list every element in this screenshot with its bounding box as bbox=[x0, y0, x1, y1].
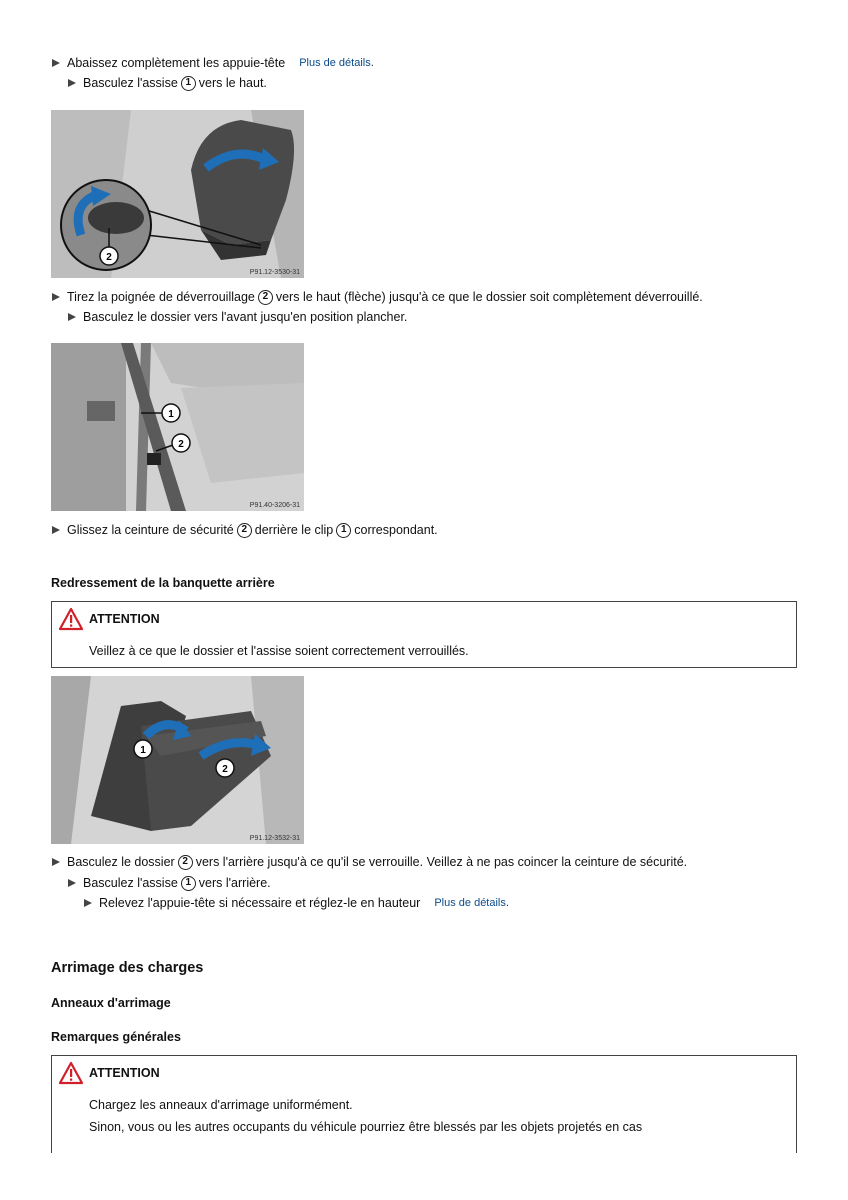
seat-illustration bbox=[51, 110, 304, 278]
warning-text: Veillez à ce que le dossier et l'assise soient correctement verrouillés. bbox=[89, 644, 469, 658]
step-text: Basculez le dossier bbox=[67, 855, 175, 869]
warning-box bbox=[51, 1055, 797, 1153]
bullet-arrow-icon bbox=[52, 59, 60, 67]
figure-seat-belt-clip bbox=[51, 343, 304, 511]
step-text: Basculez le dossier vers l'avant jusqu'en position plancher. bbox=[83, 310, 408, 324]
warning-title: ATTENTION bbox=[89, 1066, 160, 1080]
marker-2: 2 bbox=[178, 855, 193, 870]
step-text: derrière le clip bbox=[254, 523, 334, 537]
step-text: vers l'arrière. bbox=[198, 876, 271, 890]
marker-2: 2 bbox=[237, 523, 252, 538]
step-text: Glissez la ceinture de sécurité bbox=[67, 523, 234, 537]
step-tilt-seat-back bbox=[68, 875, 271, 891]
warning-box bbox=[51, 601, 797, 668]
svg-text:2: 2 bbox=[222, 764, 228, 775]
bullet-arrow-icon bbox=[52, 526, 60, 534]
subsection-heading-remarques: Remarques générales bbox=[51, 1030, 181, 1044]
section-heading-arrimage: Arrimage des charges bbox=[51, 960, 204, 976]
step-text: Abaissez complètement les appuie-tête bbox=[67, 56, 286, 70]
step-tilt-backrest-back bbox=[52, 854, 687, 870]
step-slide-seat-belt bbox=[52, 522, 438, 538]
marker-1: 1 bbox=[336, 523, 351, 538]
step-text: correspondant. bbox=[354, 523, 438, 537]
section-heading-redressement: Redressement de la banquette arrière bbox=[51, 576, 275, 590]
figure-fold-back bbox=[51, 676, 304, 844]
marker-2: 2 bbox=[258, 290, 273, 305]
bullet-arrow-icon bbox=[52, 293, 60, 301]
bullet-arrow-icon bbox=[68, 313, 76, 321]
more-details-link[interactable]: Plus de détails bbox=[299, 57, 371, 69]
subsection-heading-anneaux: Anneaux d'arrimage bbox=[51, 996, 171, 1010]
warning-triangle-icon bbox=[58, 1061, 84, 1088]
step-text: vers le haut (flèche) jusqu'à ce que le dossier soit complètement déverrouillé. bbox=[275, 290, 703, 304]
svg-text:2: 2 bbox=[178, 439, 184, 450]
figure-unlock-handle bbox=[51, 110, 304, 278]
step-text: Basculez l'assise bbox=[83, 76, 178, 90]
warning-text: Chargez les anneaux d'arrimage uniformément. bbox=[89, 1098, 353, 1112]
bullet-arrow-icon bbox=[52, 858, 60, 866]
marker-1: 1 bbox=[181, 876, 196, 891]
step-text: Tirez la poignée de déverrouillage bbox=[67, 290, 255, 304]
figure-caption: P91.12-3530-31 bbox=[249, 269, 300, 276]
step-text: vers l'arrière jusqu'à ce qu'il se verrouille. Veillez à ne pas coincer la ceinture de sécurité. bbox=[195, 855, 688, 869]
step-fold-backrest-forward bbox=[68, 309, 407, 325]
bullet-arrow-icon bbox=[84, 899, 92, 907]
step-pull-unlock-handle bbox=[52, 289, 703, 305]
fold-back-illustration bbox=[51, 676, 304, 844]
warning-text: Sinon, vous ou les autres occupants du véhicule pourriez être blessés par les objets projetés en cas bbox=[89, 1120, 643, 1134]
warning-title: ATTENTION bbox=[89, 612, 160, 626]
step-text: vers le haut. bbox=[198, 76, 267, 90]
svg-text:1: 1 bbox=[140, 745, 146, 756]
svg-text:2: 2 bbox=[106, 252, 112, 263]
figure-caption: P91.12-3532-31 bbox=[249, 835, 300, 842]
step-text: Relevez l'appuie-tête si nécessaire et réglez-le en hauteur bbox=[99, 896, 421, 910]
step-tilt-seat-up bbox=[68, 75, 267, 91]
bullet-arrow-icon bbox=[68, 79, 76, 87]
step-text: Basculez l'assise bbox=[83, 876, 178, 890]
marker-1: 1 bbox=[181, 76, 196, 91]
step-raise-headrest bbox=[84, 895, 509, 911]
more-details-link[interactable]: Plus de détails bbox=[434, 897, 506, 909]
belt-illustration bbox=[51, 343, 304, 511]
period: . bbox=[505, 897, 509, 909]
svg-text:1: 1 bbox=[168, 409, 174, 420]
bullet-arrow-icon bbox=[68, 879, 76, 887]
period: . bbox=[370, 57, 374, 69]
figure-caption: P91.40-3206-31 bbox=[249, 502, 300, 509]
warning-triangle-icon bbox=[58, 607, 84, 634]
step-lower-headrests bbox=[52, 55, 374, 71]
